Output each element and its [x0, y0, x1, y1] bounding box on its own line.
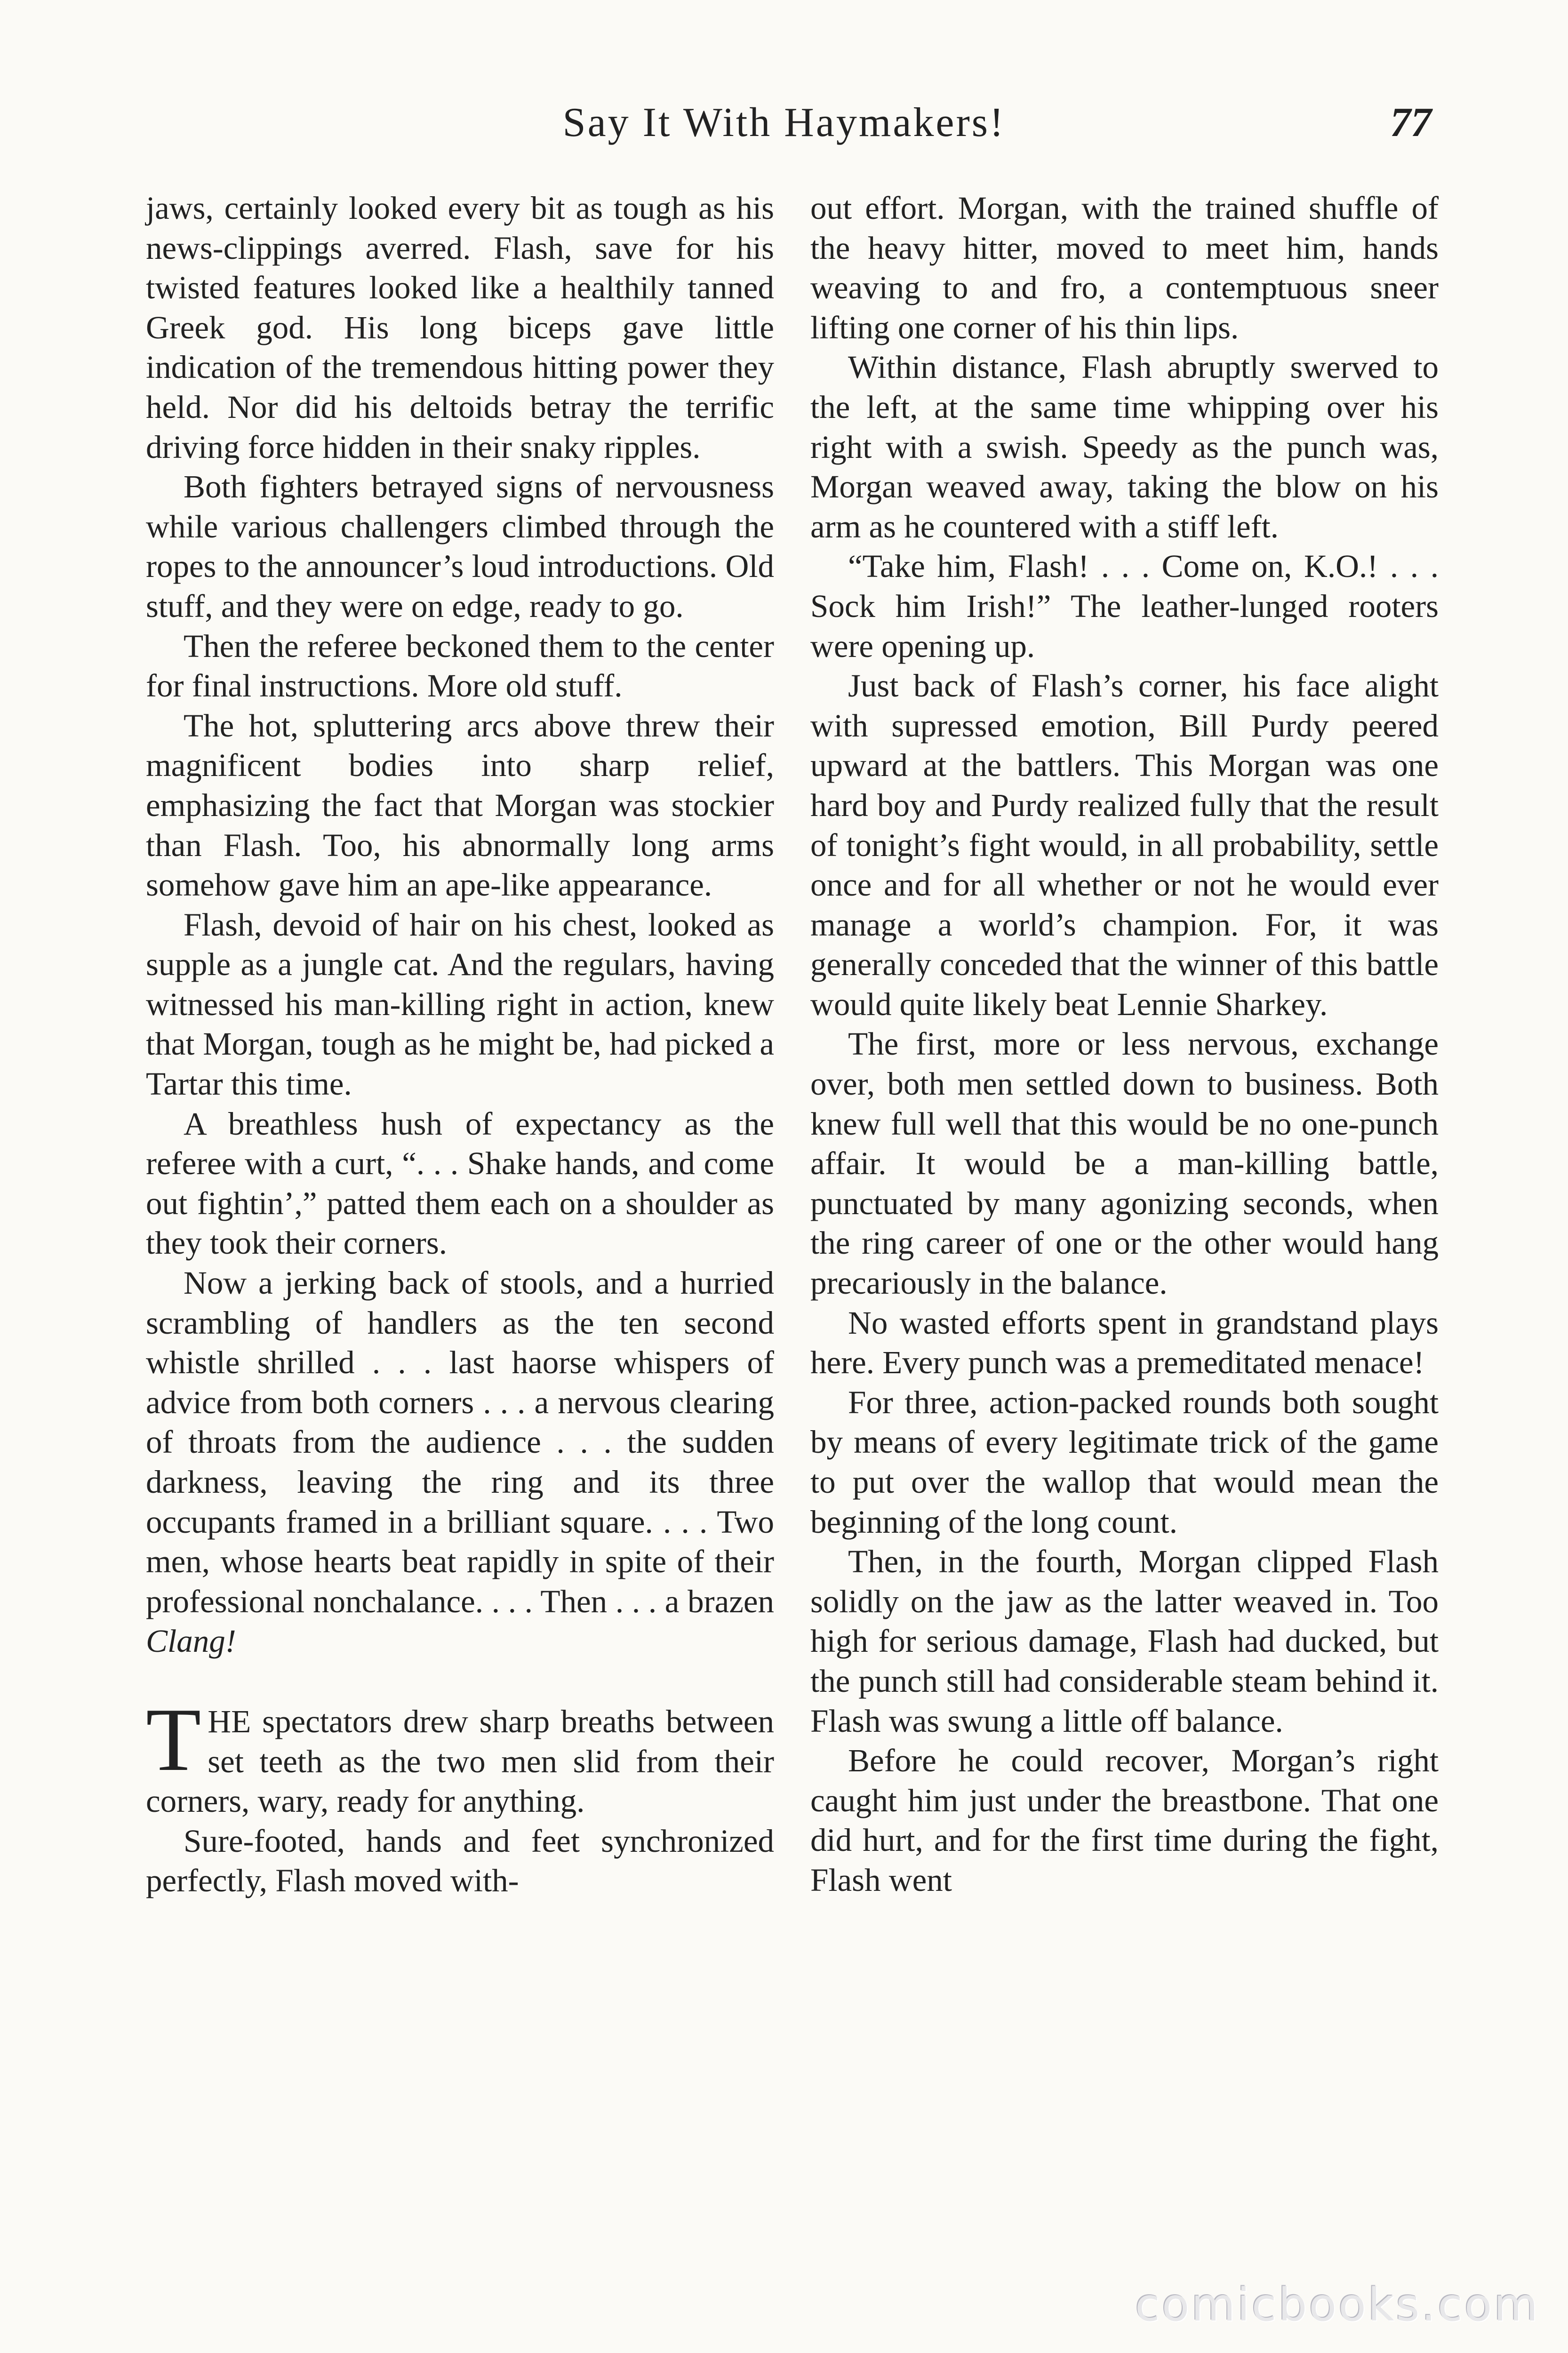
- paragraph: Just back of Flash’s corner, his face alight with supressed emotion, Bill Purdy peered upward at the battlers. This Morgan was one hard boy and Purdy realized fully that the result of tonight’s fight would, in all probability, settle once and for all whether or not he would ever manage a world’s champion. For, it was generally conceded that the winner of this battle would quite likely beat Lennie Sharkey.: [810, 668, 1439, 1022]
- paragraph: No wasted efforts spent in grandstand plays here. Every punch was a premeditated menace!: [810, 1305, 1439, 1381]
- paragraph: Sure-footed, hands and feet synchronized perfectly, Flash moved with-: [146, 1823, 774, 1899]
- paragraph: Flash, devoid of hair on his chest, looked as supple as a jungle cat. And the regulars, having witnessed his man-killing right in action, knew that Morgan, tough as he might be, had picked a Tartar this time.: [146, 906, 774, 1102]
- lead-caps: HE: [208, 1703, 251, 1739]
- clang-text: Clang!: [146, 1623, 236, 1659]
- paragraph: jaws, certainly looked every bit as tough as his news-clippings averred. Flash, save for his twisted features looked like a healthily tanned Greek god. His long biceps gave little indication of the tremendous hitting power they held. Nor did his deltoids betray the terrific driving force hidden in their snaky ripples.: [146, 190, 774, 465]
- running-title: Say It With Haymakers!: [562, 100, 1006, 145]
- page-number: 77: [1390, 100, 1432, 145]
- paragraph: out effort. Morgan, with the trained shuffle of the heavy hitter, moved to meet him, hands weaving to and fro, a contemptuous sneer lifting one corner of his thin lips.: [810, 190, 1439, 345]
- left-column: [146, 188, 774, 1901]
- paragraph: A breathless hush of expectancy as the referee with a curt, “. . . Shake hands, and come out fightin’,” patted them each on a shoulder as they took their corners.: [146, 1105, 774, 1261]
- drop-cap: T: [146, 1689, 201, 1790]
- right-column: [810, 188, 1439, 1900]
- paragraph: Within distance, Flash abruptly swerved to the left, at the same time whipping over his right with a swish. Speedy as the punch was, Morgan weaved away, taking the blow on his arm as he countered with a stiff left.: [810, 349, 1439, 544]
- section-break: [146, 1661, 774, 1702]
- paragraph: Both fighters betrayed signs of nervousness while various challengers climbed through the ropes to the announcer’s loud introductions. Old stuff, and they were on edge, ready to go.: [146, 469, 774, 624]
- paragraph: Then, in the fourth, Morgan clipped Flash solidly on the jaw as the latter weaved in. Too high for serious damage, Flash had ducked, but the punch still had considerable steam behind it. Flash was swung a little off balance.: [810, 1544, 1439, 1739]
- paragraph: Then the referee beckoned them to the center for final instructions. More old stuff.: [146, 628, 774, 704]
- dropcap-paragraph: [146, 1689, 774, 1821]
- paragraph: The hot, spluttering arcs above threw their magnificent bodies into sharp relief, emphasizing the fact that Morgan was stockier than Flash. Too, his abnormally long arms somehow gave him an ape-like appearance.: [146, 707, 774, 903]
- paragraph: “Take him, Flash! . . . Come on, K.O.! . . . Sock him Irish!” The leather-lunged rooters were opening up.: [810, 548, 1439, 664]
- paragraph-text: Now a jerking back of stools, and a hurried scrambling of handlers as the ten second whistle shrilled . . . last haorse whispers of advice from both corners . . . a nervous clearing of throats from the audience . . . the sudden darkness, leaving the ring and its three occupants framed in a brilliant square. . . . Two men, whose hearts beat rapidly in spite of their professional nonchalance. . . . Then . . . a brazen: [146, 1265, 774, 1619]
- paragraph: [146, 1263, 774, 1661]
- paragraph: Before he could recover, Morgan’s right caught him just under the breastbone. That one did hurt, and for the first time during the fight, Flash went: [810, 1743, 1439, 1898]
- watermark-text: comicbooks.com: [1135, 2279, 1540, 2331]
- paragraph-text: spectators drew sharp breaths between set teeth as the two men slid from their corners, wary, ready for anything.: [146, 1703, 774, 1819]
- paragraph: For three, action-packed rounds both sought by means of every legitimate trick of the game to put over the wallop that would mean the beginning of the long count.: [810, 1384, 1439, 1540]
- page-header: [0, 99, 1568, 155]
- paragraph: The first, more or less nervous, exchange over, both men settled down to business. Both knew full well that this would be no one-punch affair. It would be a man-killing battle, punctuated by many agonizing seconds, when the ring career of one or the other would hang precariously in the balance.: [810, 1026, 1439, 1301]
